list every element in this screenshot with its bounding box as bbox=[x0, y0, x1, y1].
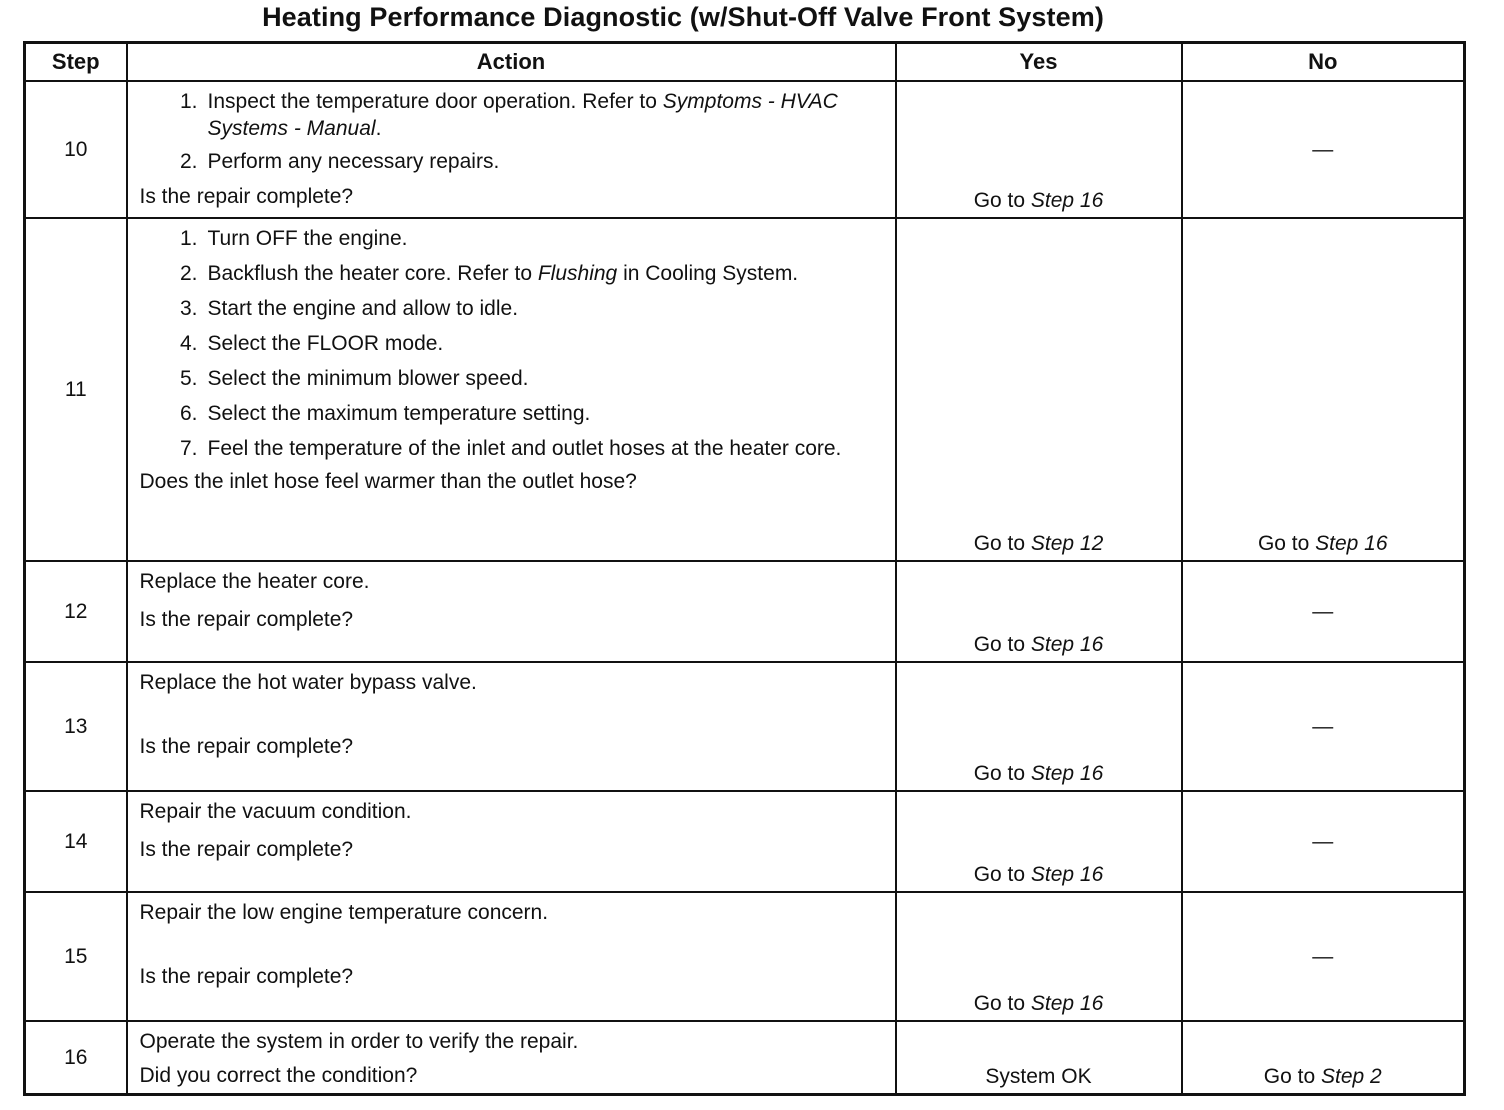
item-text: Start the engine and allow to idle. bbox=[207, 297, 519, 320]
manual-reference: Flushing bbox=[537, 262, 618, 285]
list-item bbox=[140, 330, 885, 357]
no-cell: — bbox=[1182, 892, 1465, 1021]
no-cell: — bbox=[1182, 791, 1465, 892]
question-text: Does the inlet hose feel warmer than the outlet hose? bbox=[139, 470, 637, 493]
yes-cell: Go to Step 16 bbox=[896, 81, 1182, 218]
list-item bbox=[140, 260, 885, 287]
item-number: 2. bbox=[179, 150, 198, 173]
table-row bbox=[25, 662, 1465, 791]
step-number: 15 bbox=[25, 892, 127, 1021]
step-number: 10 bbox=[25, 81, 127, 218]
action-cell bbox=[127, 218, 896, 561]
table-row bbox=[25, 561, 1465, 662]
step-number: 13 bbox=[25, 662, 127, 791]
header-action: Action bbox=[127, 43, 896, 82]
step-number: 12 bbox=[25, 561, 127, 662]
step-reference: Step 16 bbox=[1315, 532, 1388, 555]
step-number: 16 bbox=[25, 1021, 127, 1095]
table-row bbox=[25, 791, 1465, 892]
item-text: Select the maximum temperature setting. bbox=[207, 402, 591, 425]
item-text: Backflush the heater core. Refer to Flushing in Cooling System. bbox=[207, 262, 799, 285]
yes-cell: Go to Step 16 bbox=[896, 892, 1182, 1021]
question-text: Is the repair complete? bbox=[139, 965, 354, 988]
action-cell bbox=[127, 791, 896, 892]
item-number: 2. bbox=[179, 262, 198, 285]
action-cell bbox=[127, 1021, 896, 1095]
no-cell: Go to Step 16 bbox=[1182, 218, 1465, 561]
action-text: Replace the heater core. bbox=[139, 570, 370, 593]
action-cell bbox=[127, 81, 896, 218]
header-step: Step bbox=[25, 43, 127, 82]
item-number: 5. bbox=[179, 367, 198, 390]
yes-cell: Go to Step 16 bbox=[896, 662, 1182, 791]
table-row bbox=[25, 892, 1465, 1021]
list-item bbox=[140, 400, 885, 427]
question-text: Is the repair complete? bbox=[139, 185, 354, 208]
step-number: 14 bbox=[25, 791, 127, 892]
table-row bbox=[25, 81, 1465, 218]
item-text: Select the FLOOR mode. bbox=[207, 332, 444, 355]
action-text: Replace the hot water bypass valve. bbox=[139, 671, 477, 694]
action-cell bbox=[127, 662, 896, 791]
item-text: Turn OFF the engine. bbox=[207, 227, 408, 250]
item-number: 4. bbox=[179, 332, 198, 355]
no-cell: — bbox=[1182, 662, 1465, 791]
action-list bbox=[140, 225, 885, 462]
item-text: Feel the temperature of the inlet and outlet hoses at the heater core. bbox=[207, 437, 842, 460]
item-number: 7. bbox=[179, 437, 198, 460]
document-title: Heating Performance Diagnostic (w/Shut-Off Valve Front System) bbox=[262, 2, 1104, 32]
action-text: Operate the system in order to verify the repair. bbox=[139, 1030, 579, 1053]
item-number: 1. bbox=[179, 227, 198, 250]
item-number: 1. bbox=[179, 90, 198, 113]
action-text: Repair the low engine temperature concern. bbox=[139, 901, 549, 924]
step-reference: Step 16 bbox=[1030, 992, 1104, 1015]
question-text: Is the repair complete? bbox=[139, 735, 354, 758]
diagnostic-table bbox=[23, 41, 1466, 1096]
question-text: Did you correct the condition? bbox=[139, 1064, 418, 1087]
yes-cell: Go to Step 16 bbox=[896, 791, 1182, 892]
item-text: Perform any necessary repairs. bbox=[207, 150, 500, 173]
list-item bbox=[140, 365, 885, 392]
table-row bbox=[25, 218, 1465, 561]
step-reference: Step 16 bbox=[1030, 762, 1104, 785]
action-list bbox=[140, 88, 885, 175]
action-cell bbox=[127, 892, 896, 1021]
step-number: 11 bbox=[25, 218, 127, 561]
question-text: Is the repair complete? bbox=[139, 838, 354, 861]
action-text: Repair the vacuum condition. bbox=[139, 800, 412, 823]
list-item bbox=[140, 148, 885, 175]
yes-cell: System OK bbox=[896, 1021, 1182, 1095]
question-text: Is the repair complete? bbox=[139, 608, 354, 631]
list-item bbox=[140, 295, 885, 322]
header-row bbox=[25, 43, 1465, 82]
header-yes: Yes bbox=[896, 43, 1182, 82]
step-reference: Step 16 bbox=[1030, 633, 1104, 656]
no-cell: — bbox=[1182, 561, 1465, 662]
yes-cell: Go to Step 12 bbox=[896, 218, 1182, 561]
step-reference: Step 12 bbox=[1030, 532, 1104, 555]
no-cell: Go to Step 2 bbox=[1182, 1021, 1465, 1095]
item-text: Select the minimum blower speed. bbox=[207, 367, 529, 390]
manual-reference: Symptoms - HVAC Systems - Manual bbox=[207, 90, 838, 140]
item-number: 6. bbox=[179, 402, 198, 425]
no-cell: — bbox=[1182, 81, 1465, 218]
list-item bbox=[140, 435, 885, 462]
yes-cell: Go to Step 16 bbox=[896, 561, 1182, 662]
step-reference: Step 16 bbox=[1030, 863, 1104, 886]
table-row bbox=[25, 1021, 1465, 1095]
list-item bbox=[140, 225, 885, 252]
step-reference: Step 2 bbox=[1320, 1065, 1382, 1088]
item-number: 3. bbox=[179, 297, 198, 320]
header-no: No bbox=[1182, 43, 1465, 82]
step-reference: Step 16 bbox=[1030, 189, 1104, 212]
list-item bbox=[140, 88, 885, 142]
item-text: Inspect the temperature door operation. Refer to Symptoms - HVAC Systems - Manual. bbox=[207, 90, 838, 140]
action-cell bbox=[127, 561, 896, 662]
